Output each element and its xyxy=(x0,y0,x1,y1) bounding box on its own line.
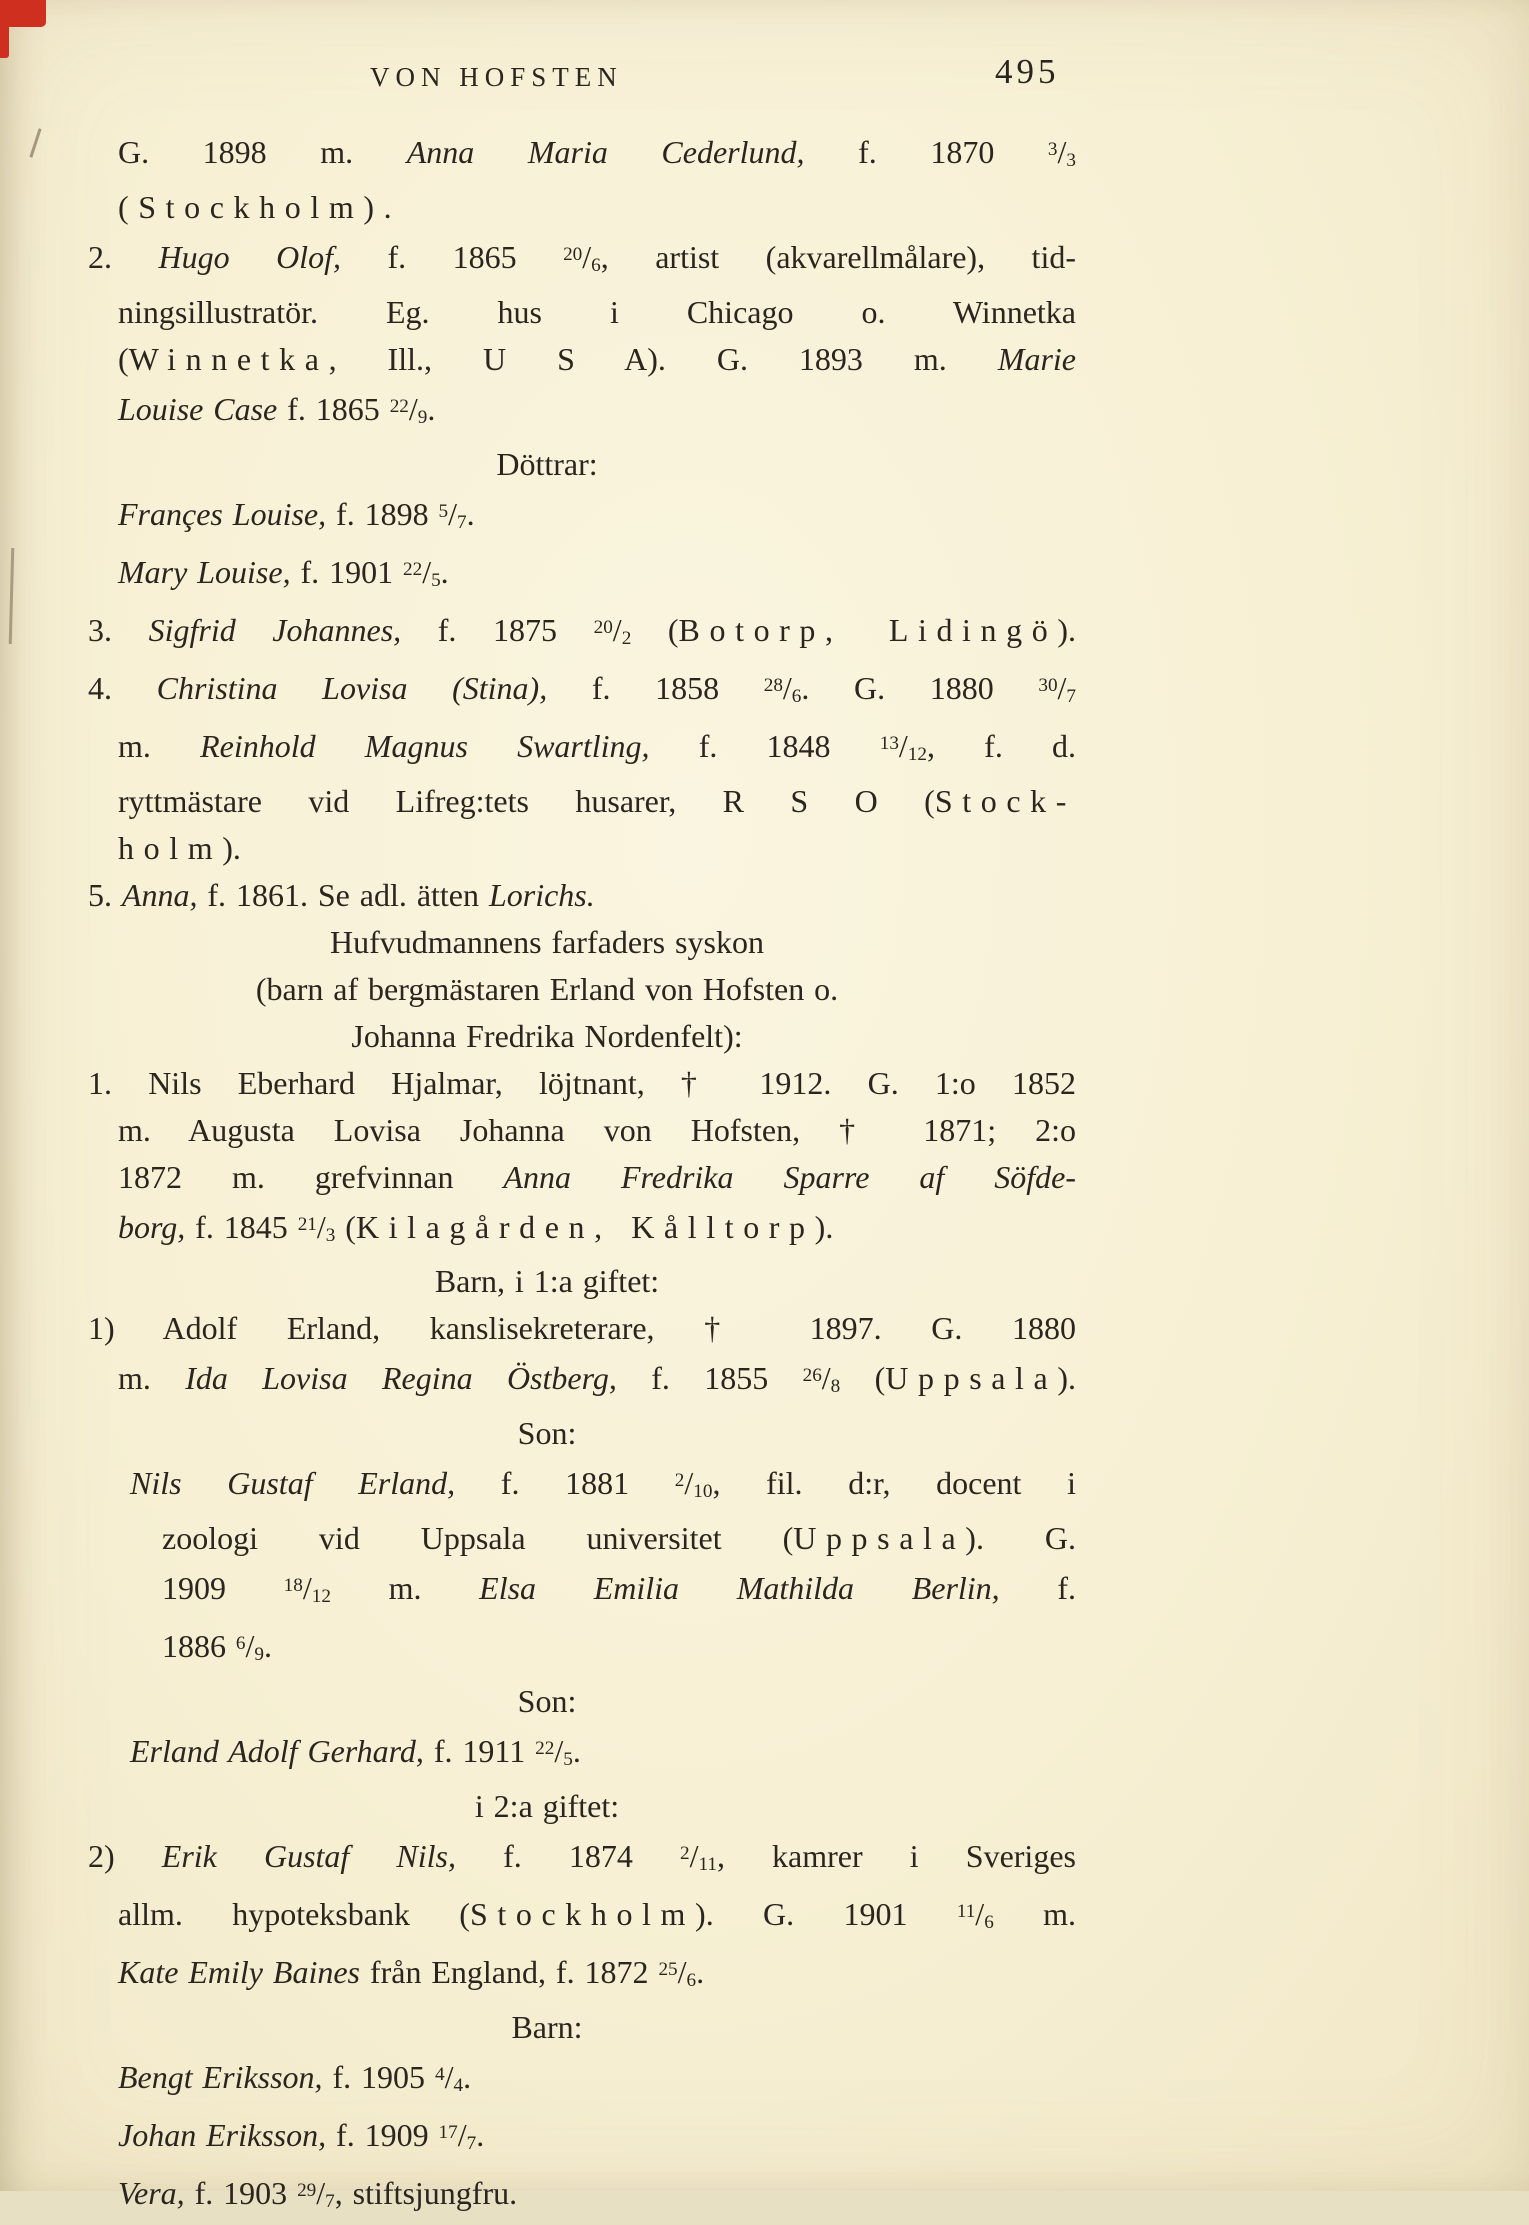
text-run: (barn af bergmästaren Erland von Hofsten o. xyxy=(255,970,839,1007)
text-run: Hufvudmannens farfaders syskon xyxy=(330,923,764,960)
text-run: ). xyxy=(1057,611,1076,648)
text-run: f. 1845 xyxy=(185,1208,298,1245)
text-run: Döttrar: xyxy=(496,445,598,482)
scan-artifact-line xyxy=(9,548,15,644)
text-line xyxy=(88,1946,1076,2004)
text-line xyxy=(88,336,1076,383)
text-line xyxy=(88,2167,1076,2225)
text-run: / xyxy=(448,495,458,532)
text-run: 25 xyxy=(658,1959,678,1980)
text-run: 5. xyxy=(88,876,122,913)
text-run: , f. d. xyxy=(927,727,1077,764)
text-line xyxy=(88,966,1076,1013)
text-run: Anna, xyxy=(121,876,198,913)
text-line xyxy=(88,1888,1076,1946)
text-run: / xyxy=(408,390,418,427)
text-line xyxy=(88,1457,1076,1515)
text-run: 6 xyxy=(791,685,802,707)
text-run: / xyxy=(554,1733,564,1770)
text-run: Erland Adolf Gerhard, xyxy=(130,1733,424,1770)
text-run: 7 xyxy=(1066,685,1077,707)
text-run: 6 xyxy=(591,254,601,276)
text-run: / xyxy=(1057,134,1067,171)
text-run: 2 xyxy=(679,1843,690,1865)
text-run: f. 1905 xyxy=(322,2059,435,2095)
text-run: / xyxy=(316,2174,326,2211)
text-line xyxy=(88,1352,1076,1410)
text-run: Uppsala xyxy=(885,1360,1058,1397)
text-run: 26 xyxy=(802,1365,822,1387)
text-run: Son: xyxy=(517,1683,577,1720)
text-run: f. 1901 xyxy=(290,553,403,590)
text-run: ( xyxy=(631,611,679,648)
text-run: 29 xyxy=(297,2179,317,2201)
text-run: 11 xyxy=(698,1854,717,1876)
text-line xyxy=(88,1107,1076,1154)
text-run: Stockholm xyxy=(469,1896,696,1933)
text-run: Louise Case xyxy=(118,390,278,427)
text-run: Vera, xyxy=(118,2174,185,2211)
text-run: / xyxy=(677,1954,687,1991)
text-run: 5 xyxy=(563,1749,573,1771)
text-run: / xyxy=(782,669,792,706)
text-run: / xyxy=(316,1208,326,1245)
text-run: 1909 xyxy=(162,1570,284,1607)
text-run: 30 xyxy=(1038,674,1058,696)
text-run: i 2:a giftet: xyxy=(474,1788,620,1825)
text-line xyxy=(88,1515,1076,1562)
text-run: 2) xyxy=(88,1838,162,1875)
text-run: . xyxy=(696,1954,705,1991)
text-run: Elsa Emilia Mathilda Berlin, xyxy=(479,1570,1000,1607)
text-run: f. 1911 xyxy=(423,1733,536,1770)
page-body xyxy=(88,126,1076,2225)
text-run: 2 xyxy=(621,627,632,649)
text-run: . G. 1880 xyxy=(801,669,1039,706)
text-line xyxy=(88,184,1076,231)
text-run: Anna Maria Cederlund, xyxy=(406,134,805,171)
text-line xyxy=(88,126,1076,184)
text-run: / xyxy=(898,727,908,764)
text-run: Kilagården, Kålltorp xyxy=(355,1208,815,1245)
text-run: Christina Lovisa (Stina), xyxy=(156,669,548,706)
text-run: . xyxy=(264,1628,272,1665)
text-run: från England, f. 1872 xyxy=(360,1954,659,1991)
text-run: Stock- xyxy=(934,782,1076,819)
text-run: ). G. xyxy=(965,1520,1077,1557)
text-run: , fil. d:r, docent i xyxy=(712,1465,1076,1502)
text-run: . xyxy=(572,1733,581,1770)
text-line xyxy=(88,1060,1076,1107)
text-run: 6 xyxy=(686,1969,697,1991)
text-run: ryttmästare vid Lifreg:tets husarer, R S O ( xyxy=(118,782,935,819)
text-line xyxy=(88,1783,1076,1830)
text-run: . xyxy=(463,2059,472,2095)
text-run: Kate Emily Baines xyxy=(118,1954,361,1991)
text-run: . xyxy=(466,495,475,532)
text-run: 22 xyxy=(403,558,423,580)
text-run: f. 1875 xyxy=(401,611,594,648)
text-run: 8 xyxy=(830,1376,841,1398)
text-run: f. 1855 xyxy=(616,1360,803,1397)
text-run: Uppsala xyxy=(793,1520,966,1557)
text-line xyxy=(88,383,1076,441)
text-run: 3 xyxy=(1047,139,1058,160)
text-run: Barn: xyxy=(511,2008,583,2045)
text-run: / xyxy=(422,553,432,590)
text-line xyxy=(88,488,1076,546)
text-run: 3 xyxy=(325,1224,336,1246)
text-run: f. 1848 xyxy=(649,727,880,764)
text-run: 10 xyxy=(693,1481,713,1503)
text-run: / xyxy=(457,2116,467,2153)
page-header-title: VON HOFSTEN xyxy=(370,62,623,92)
text-line xyxy=(88,2004,1076,2051)
text-line xyxy=(88,872,1076,919)
text-run: f. 1881 xyxy=(455,1465,675,1502)
text-run: Erik Gustaf Nils, xyxy=(161,1838,456,1875)
text-run: , stiftsjungfru. xyxy=(334,2174,518,2211)
text-line xyxy=(88,2051,1076,2109)
text-run: 6 xyxy=(984,1912,994,1933)
text-run: m. xyxy=(330,1570,480,1607)
text-run: f. 1874 xyxy=(456,1838,680,1875)
text-run: ). G. 1901 xyxy=(695,1896,957,1933)
text-run: f. 1903 xyxy=(184,2174,298,2211)
text-run: / xyxy=(444,2059,454,2095)
text-run: Johan Eriksson, xyxy=(118,2116,327,2153)
text-run: 3. xyxy=(88,611,149,648)
text-run: , artist (akvarellmålare), tid- xyxy=(600,239,1076,275)
text-run: Anna Fredrika Sparre af Söfde- xyxy=(503,1158,1076,1195)
text-run: 12 xyxy=(311,1586,331,1608)
text-run: 7 xyxy=(466,2132,477,2154)
text-run: ). xyxy=(222,829,241,866)
text-run: 21 xyxy=(297,1213,317,1235)
text-run: 5 xyxy=(431,569,441,591)
text-run: Hugo Olof, xyxy=(158,239,341,275)
text-run: f. 1898 xyxy=(326,495,439,532)
text-run: 1. Nils Eberhard Hjalmar, löjtnant, † 1912. G. 1:o 1852 xyxy=(88,1064,1076,1101)
text-run: Françes Louise, xyxy=(118,495,327,532)
text-line xyxy=(88,1678,1076,1725)
text-run: 20 xyxy=(563,243,583,265)
text-line xyxy=(88,231,1076,289)
text-run: f. 1865 xyxy=(340,239,564,275)
text-line xyxy=(88,289,1076,336)
page-number: 495 xyxy=(995,52,1060,91)
text-run: Bengt Eriksson, xyxy=(118,2059,323,2095)
text-run: / xyxy=(1057,669,1067,706)
text-run: Botorp, Lidingö xyxy=(678,611,1058,648)
text-run: , Ill., U S A). G. 1893 m. xyxy=(328,340,998,377)
text-run: / xyxy=(821,1360,831,1397)
text-run: m. xyxy=(118,1360,186,1397)
text-run: Reinhold Magnus Swartling, xyxy=(200,727,650,764)
text-run: Winnetka xyxy=(128,340,329,377)
text-run: . xyxy=(427,390,436,427)
text-run: 12 xyxy=(907,743,927,765)
text-run: / xyxy=(245,1628,255,1665)
text-run: ( xyxy=(118,340,129,377)
text-run: Ida Lovisa Regina Östberg, xyxy=(185,1360,617,1397)
text-run: 22 xyxy=(535,1738,555,1760)
text-run: 17 xyxy=(438,2121,458,2143)
scan-artifact-diagonal xyxy=(29,128,41,157)
text-run: m. xyxy=(993,1896,1077,1933)
text-run: 22 xyxy=(389,395,409,417)
text-run: ). xyxy=(814,1208,834,1245)
text-line xyxy=(88,1830,1076,1888)
text-run: 3 xyxy=(1066,149,1076,171)
text-run: 4 xyxy=(453,2074,464,2096)
text-run: 2 xyxy=(674,1470,685,1492)
text-run: f. 1858 xyxy=(547,669,764,706)
text-run: Nils Gustaf Erland, xyxy=(130,1465,456,1502)
text-run: / xyxy=(302,1570,312,1607)
text-run: . xyxy=(440,553,449,590)
text-run: holm xyxy=(118,829,223,866)
text-run: ( xyxy=(335,1208,356,1245)
text-run: 13 xyxy=(879,732,899,754)
text-run: Lorichs. xyxy=(488,876,595,913)
text-run: 4. xyxy=(88,669,157,706)
text-run: Marie xyxy=(997,340,1076,377)
text-run: m. Augusta Lovisa Johanna von Hofsten, † 1871; 2:o xyxy=(118,1111,1076,1148)
text-run: f. 1909 xyxy=(326,2116,439,2153)
text-run: zoologi vid Uppsala universitet ( xyxy=(162,1520,794,1557)
text-run: 1886 xyxy=(162,1628,236,1665)
text-run: / xyxy=(975,1896,985,1933)
text-run: 1) Adolf Erland, kanslisekreterare, † 1897. G. 1880 xyxy=(88,1310,1076,1347)
text-line xyxy=(88,919,1076,966)
text-run: f. 1870 xyxy=(804,134,1048,171)
text-line xyxy=(88,1562,1076,1620)
text-line xyxy=(88,546,1076,604)
text-line xyxy=(88,1620,1076,1678)
text-run: (Stockholm). xyxy=(118,188,402,225)
text-line xyxy=(88,1013,1076,1060)
text-run: ( xyxy=(840,1360,886,1397)
text-run: f. 1865 xyxy=(277,390,390,427)
text-line xyxy=(88,1725,1076,1783)
text-line xyxy=(88,1258,1076,1305)
text-line xyxy=(88,604,1076,662)
text-run: Sigfrid Johannes, xyxy=(148,611,402,648)
text-run: 9 xyxy=(417,406,428,428)
text-line xyxy=(88,2109,1076,2167)
text-run: G. 1898 m. xyxy=(118,134,407,171)
text-line xyxy=(88,1201,1076,1259)
text-run: Johanna Fredrika Nordenfelt): xyxy=(351,1017,743,1054)
text-line xyxy=(88,1410,1076,1457)
text-run: 11 xyxy=(956,1901,976,1923)
text-run: 20 xyxy=(593,616,613,638)
text-run: 18 xyxy=(283,1575,303,1597)
text-run: 1872 m. grefvinnan xyxy=(118,1158,504,1195)
text-run: , kamrer i Sveriges xyxy=(716,1838,1076,1875)
text-line xyxy=(88,825,1076,872)
text-line xyxy=(88,1305,1076,1352)
text-run: / xyxy=(684,1465,694,1502)
text-line xyxy=(88,441,1076,488)
text-line xyxy=(88,1154,1076,1201)
text-run: Barn, i 1:a giftet: xyxy=(434,1263,660,1300)
text-run: 6 xyxy=(235,1633,246,1655)
text-run: 7 xyxy=(457,511,467,533)
red-edge-mark xyxy=(0,0,9,58)
text-run: 28 xyxy=(763,674,783,696)
text-run: m. xyxy=(118,727,201,764)
text-run: ningsillustratör. Eg. hus i Chicago o. Winnetka xyxy=(118,293,1076,330)
text-run: Son: xyxy=(517,1415,577,1452)
text-run: 4 xyxy=(434,2063,445,2085)
text-line xyxy=(88,778,1076,825)
text-run: 5 xyxy=(438,500,449,522)
text-run: / xyxy=(582,239,592,275)
text-run: / xyxy=(689,1838,699,1875)
text-run: 9 xyxy=(254,1644,264,1666)
text-line xyxy=(88,662,1076,720)
text-run: f. 1861. Se adl. ätten xyxy=(197,876,489,913)
text-run: . xyxy=(476,2116,485,2153)
text-run: Mary Louise, xyxy=(118,553,291,590)
text-line xyxy=(88,720,1076,778)
text-run: allm. hypoteksbank ( xyxy=(118,1896,470,1933)
text-run: f. xyxy=(999,1570,1077,1607)
text-run: / xyxy=(612,611,622,648)
text-run: ). xyxy=(1057,1360,1076,1397)
text-run: 7 xyxy=(325,2190,335,2212)
text-run: 2. xyxy=(88,239,159,275)
text-run: borg, xyxy=(118,1208,186,1245)
